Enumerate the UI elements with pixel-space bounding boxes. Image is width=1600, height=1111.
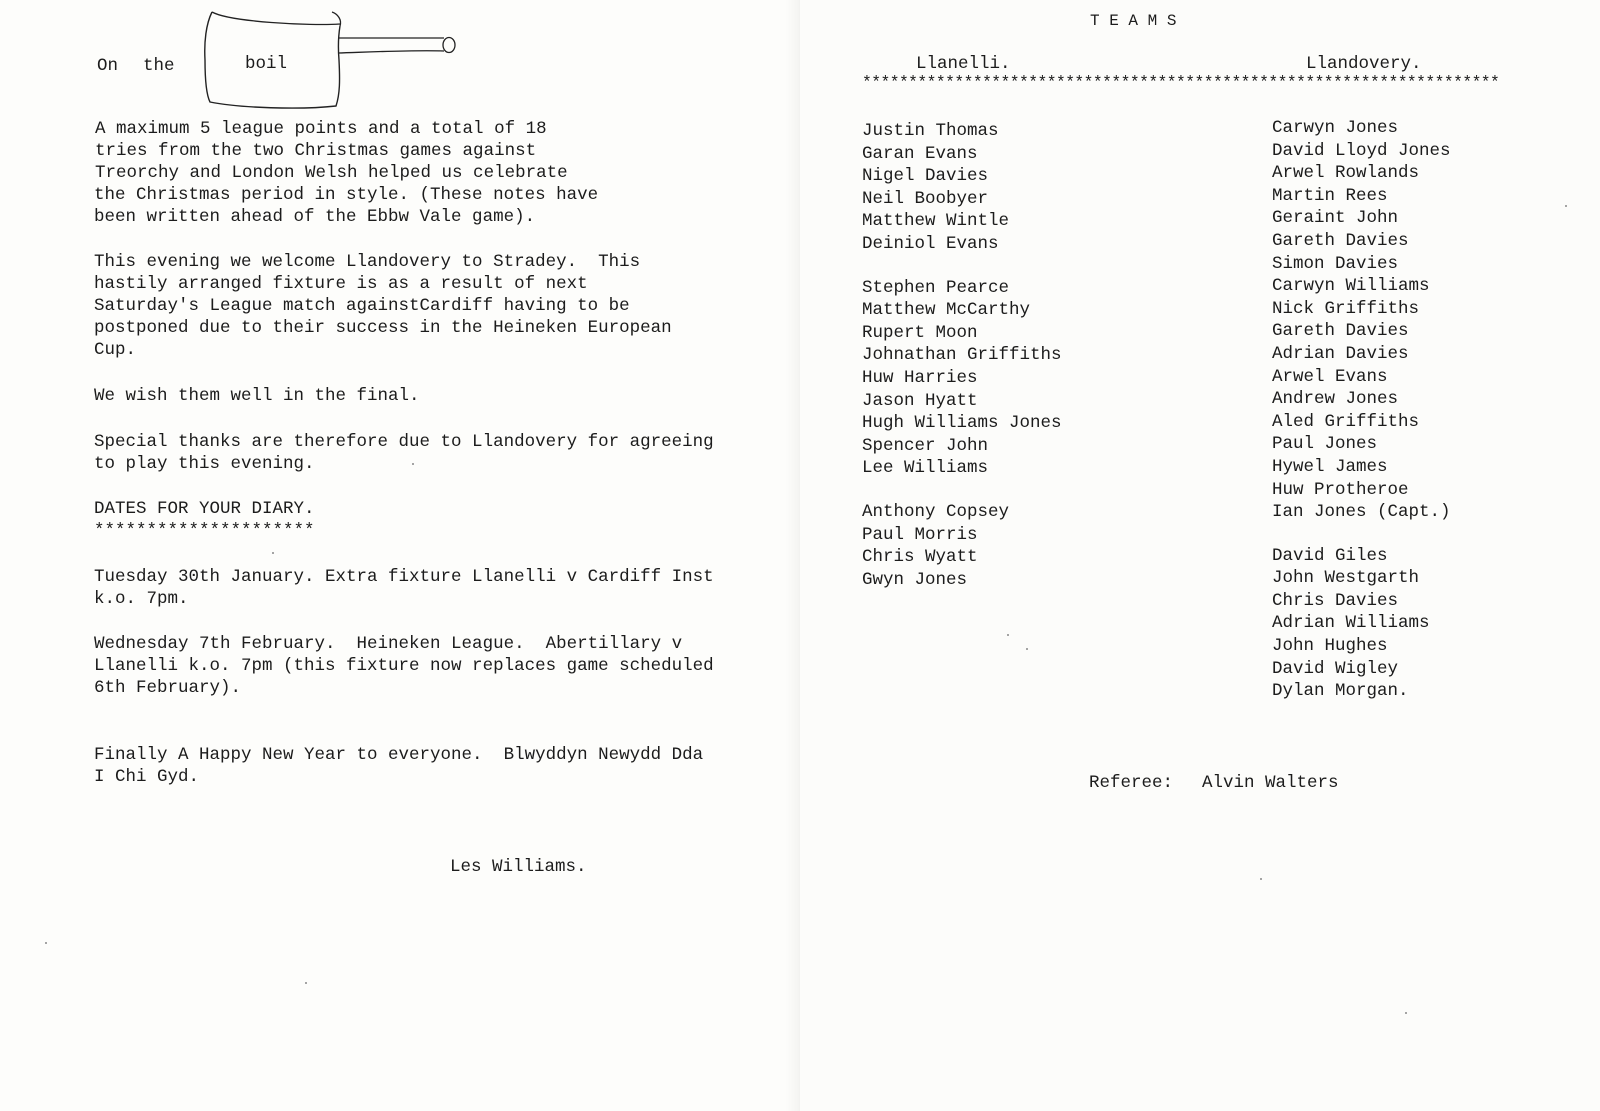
scan-speck xyxy=(412,463,414,465)
player-name: Garan Evans xyxy=(862,143,978,164)
text-line: This evening we welcome Llandovery to Stradey. This xyxy=(94,252,641,272)
replacement-name: John Hughes xyxy=(1272,636,1388,657)
replacement-name: Chris Davies xyxy=(1272,590,1399,611)
wish-line: We wish them well in the final. xyxy=(94,386,420,406)
signature: Les Williams. xyxy=(450,857,587,877)
text-line: k.o. 7pm. xyxy=(94,589,189,609)
replacement-name: Adrian Williams xyxy=(1272,613,1430,634)
player-name: Gareth Davies xyxy=(1272,321,1409,342)
referee-label: Referee: xyxy=(1089,773,1174,793)
text-line: Wednesday 7th February. Heineken League. Abertillary v xyxy=(94,634,683,654)
player-name: Rupert Moon xyxy=(862,322,978,343)
scan-speck xyxy=(1260,878,1262,880)
player-name: Huw Protheroe xyxy=(1272,479,1409,500)
player-name: Martin Rees xyxy=(1272,185,1388,206)
player-name: Arwel Evans xyxy=(1272,366,1388,387)
heading-word-on: On xyxy=(97,56,119,76)
text-line: Treorchy and London Welsh helped us celebrate xyxy=(95,163,568,183)
llandovery-roster xyxy=(1272,117,1451,703)
replacement-name: Anthony Copsey xyxy=(862,501,1010,522)
text-line: Cup. xyxy=(94,340,137,360)
text-line: Special thanks are therefore due to Llandovery for agreeing xyxy=(94,432,714,452)
player-name: Deiniol Evans xyxy=(862,233,999,254)
player-name: Nigel Davies xyxy=(862,166,989,187)
text-line: postponed due to their success in the Heineken European xyxy=(94,318,672,338)
right-page xyxy=(800,0,1600,1111)
heading-word-boil: boil xyxy=(245,54,288,74)
diary-heading: DATES FOR YOUR DIARY. xyxy=(94,499,315,519)
referee-name: Alvin Walters xyxy=(1202,773,1339,793)
player-name: Spencer John xyxy=(862,435,989,456)
text-line: 6th February). xyxy=(94,678,242,698)
player-name: Hugh Williams Jones xyxy=(862,413,1062,434)
scan-speck xyxy=(1026,648,1028,650)
away-team-heading: Llandovery. xyxy=(1306,54,1422,74)
player-name: Stephen Pearce xyxy=(862,277,1010,298)
player-name: Huw Harries xyxy=(862,367,978,388)
player-name: Carwyn Jones xyxy=(1272,118,1399,138)
heading-word-the: the xyxy=(143,56,175,76)
scan-speck xyxy=(305,982,307,984)
group-spacer xyxy=(862,480,1062,501)
llanelli-roster xyxy=(862,120,1062,591)
player-name: Geraint John xyxy=(1272,208,1399,229)
player-name: Matthew Wintle xyxy=(862,211,1010,232)
scan-speck xyxy=(45,942,47,944)
text-line: Saturday's League match againstCardiff having to be xyxy=(94,296,630,316)
replacement-name: Chris Wyatt xyxy=(862,547,978,568)
replacement-name: Dylan Morgan. xyxy=(1272,681,1409,702)
saucepan-icon xyxy=(200,8,470,110)
player-name: Matthew McCarthy xyxy=(862,300,1031,321)
player-name: Adrian Davies xyxy=(1272,343,1409,364)
text-line: the Christmas period in style. (These notes have xyxy=(94,185,599,205)
player-name: Andrew Jones xyxy=(1272,389,1399,410)
teams-title: T E A M S xyxy=(1090,12,1177,30)
player-name: Johnathan Griffiths xyxy=(862,345,1062,366)
player-name: Simon Davies xyxy=(1272,253,1399,274)
text-line: Finally A Happy New Year to everyone. Blwyddyn Newydd Dda xyxy=(94,745,704,765)
group-spacer xyxy=(1272,524,1451,545)
scan-speck xyxy=(1565,205,1567,207)
replacement-name: David Giles xyxy=(1272,545,1388,566)
replacement-name: Gwyn Jones xyxy=(862,569,968,590)
player-name: Carwyn Williams xyxy=(1272,276,1430,297)
text-line: A maximum 5 league points and a total of 18 xyxy=(95,119,547,139)
player-name: Jason Hyatt xyxy=(862,390,978,411)
home-team-heading: Llanelli. xyxy=(916,54,1011,74)
player-name: Paul Jones xyxy=(1272,434,1378,455)
text-line: tries from the two Christmas games against xyxy=(95,141,537,161)
player-name: David Lloyd Jones xyxy=(1272,140,1451,161)
player-name: Neil Boobyer xyxy=(862,188,989,209)
player-name: Aled Griffiths xyxy=(1272,411,1420,432)
text-line: hastily arranged fixture is as a result of next xyxy=(94,274,588,294)
text-line: Tuesday 30th January. Extra fixture Llanelli v Cardiff Inst xyxy=(94,567,714,587)
replacement-name: John Westgarth xyxy=(1272,568,1420,589)
player-name: Arwel Rowlands xyxy=(1272,163,1420,184)
heading-divider: ********************************************************************* xyxy=(862,73,1500,92)
player-name: Hywel James xyxy=(1272,456,1388,477)
text-line: been written ahead of the Ebbw Vale game). xyxy=(94,207,536,227)
replacement-name: David Wigley xyxy=(1272,658,1399,679)
player-name: Ian Jones (Capt.) xyxy=(1272,502,1451,523)
text-line: Llanelli k.o. 7pm (this fixture now replaces game scheduled xyxy=(94,656,714,676)
replacement-name: Paul Morris xyxy=(862,524,978,545)
diary-underline: ********************* xyxy=(94,521,315,541)
text-line: to play this evening. xyxy=(94,454,315,474)
group-spacer xyxy=(862,256,1062,277)
player-name: Lee Williams xyxy=(862,458,989,479)
scan-speck xyxy=(272,552,274,554)
player-name: Gareth Davies xyxy=(1272,230,1409,251)
scan-speck xyxy=(1405,1012,1407,1014)
scan-speck xyxy=(1007,634,1009,636)
player-name: Nick Griffiths xyxy=(1272,298,1420,319)
text-line: I Chi Gyd. xyxy=(94,767,200,787)
player-name: Justin Thomas xyxy=(862,121,999,141)
